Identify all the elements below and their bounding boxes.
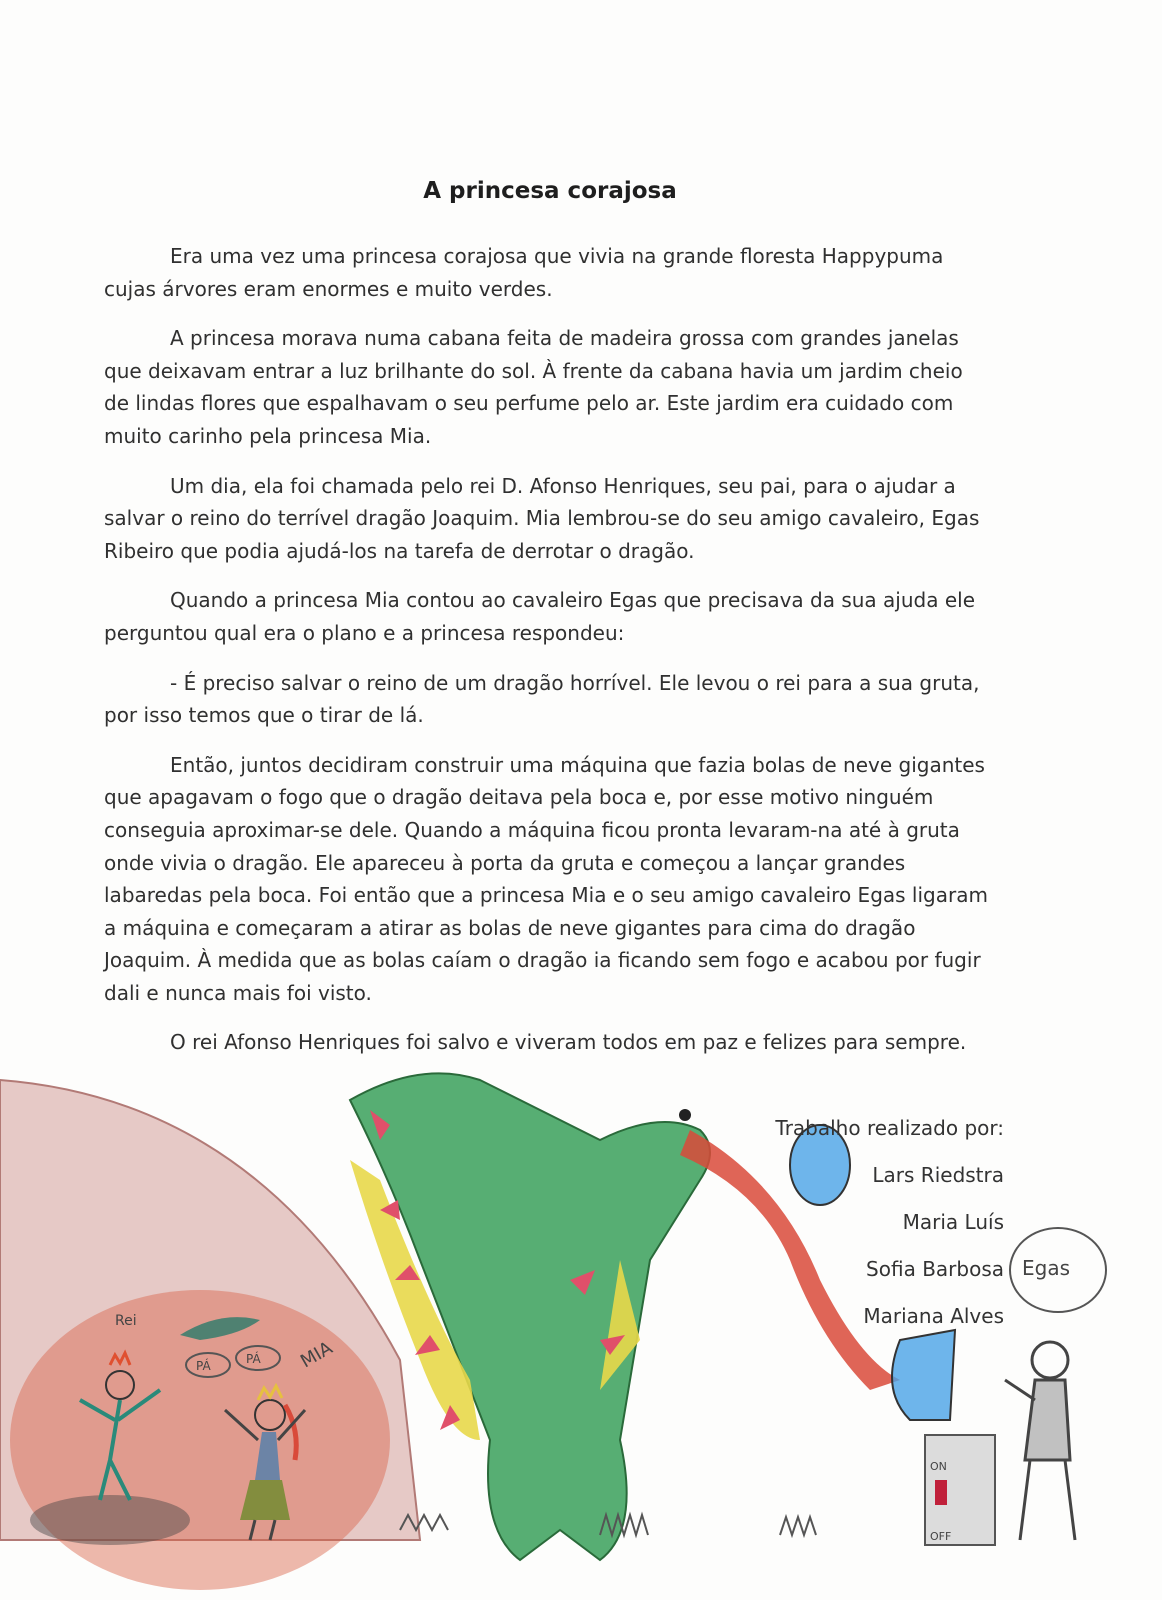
paragraph: Então, juntos decidiram construir uma máquina que fazia bolas de neve gigantes que apagavam o fogo que o dragão deitava pela boca e, por esse motivo ninguém conseguia aproximar-se dele. Quando a máquina ficou pronta levaram-na até à gruta onde vivia o dragão. Ele apareceu à porta da gruta e começou a lançar grandes labaredas pela boca. Foi então que a princesa Mia e o seu amigo cavaleiro Egas ligaram a máquina e começaram a atirar as bolas de neve gigantes para cima do dragão Joaquim. À medida que as bolas caíam o dragão ia ficando sem fogo e acabou por fugir dali e nunca mais foi visto. bbox=[104, 752, 988, 1005]
label-pa: PÁ bbox=[196, 1359, 211, 1373]
label-egas: Egas bbox=[1022, 1256, 1071, 1280]
knight-figure bbox=[1005, 1342, 1075, 1540]
paragraph: O rei Afonso Henriques foi salvo e viveram todos em paz e felizes para sempre. bbox=[170, 1030, 967, 1055]
paragraph: Era uma vez uma princesa corajosa que vivia na grande floresta Happypuma cujas árvores eram enormes e muito verdes. bbox=[104, 244, 944, 301]
paragraph: Quando a princesa Mia contou ao cavaleiro Egas que precisava da sua ajuda ele perguntou qual era o plano e a princesa respondeu: bbox=[104, 588, 976, 645]
author-name: Sofia Barbosa bbox=[866, 1257, 1004, 1281]
author-name: Lars Riedstra bbox=[872, 1163, 1004, 1187]
label-pa: PÁ bbox=[246, 1352, 261, 1366]
paragraph: Um dia, ela foi chamada pelo rei D. Afonso Henriques, seu pai, para o ajudar a salvar o reino do terrível dragão Joaquim. Mia lembrou-se do seu amigo cavaleiro, Egas Ribeiro que podia ajudá-los na tarefa de derrotar o dragão. bbox=[104, 473, 980, 563]
author-name: Maria Luís bbox=[902, 1210, 1004, 1234]
snow-machine-drawing bbox=[892, 1330, 995, 1545]
author-name: Mariana Alves bbox=[863, 1304, 1004, 1328]
label-on: ON bbox=[930, 1460, 947, 1473]
document-title: A princesa corajosa bbox=[423, 178, 677, 204]
credits-heading: Trabalho realizado por: bbox=[775, 1116, 1004, 1140]
label-mia: MIA bbox=[297, 1337, 337, 1373]
paragraph: - É preciso salvar o reino de um dragão horrível. Ele levou o rei para a sua gruta, por isso temos que o tirar de lá. bbox=[104, 670, 980, 728]
paragraph: A princesa morava numa cabana feita de madeira grossa com grandes janelas que deixavam entrar a luz brilhante do sol. À frente da cabana havia um jardim cheio de lindas flores que espalhavam o seu perfume pelo ar. Este jardim era cuidado com muito carinho pela princesa Mia. bbox=[104, 326, 963, 448]
credits bbox=[775, 1105, 1004, 1340]
label-off: OFF bbox=[930, 1530, 952, 1543]
label-rei: Rei bbox=[115, 1313, 137, 1329]
story-text bbox=[104, 240, 994, 1076]
